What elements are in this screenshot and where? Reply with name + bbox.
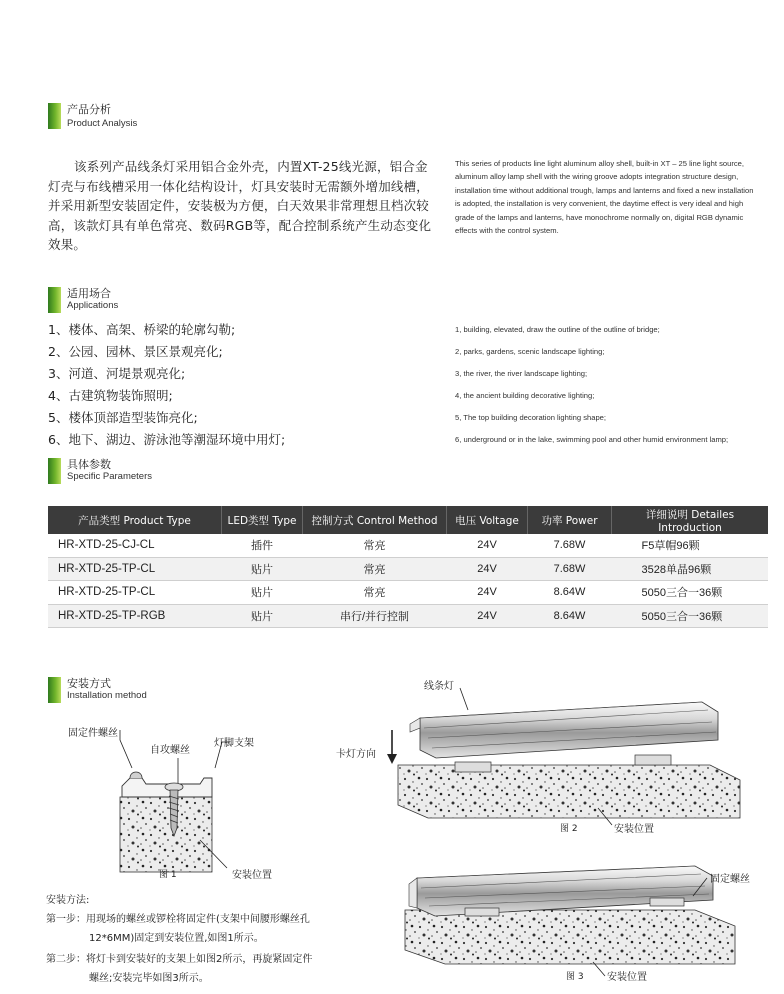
table-row bbox=[48, 557, 768, 581]
application-item-cn: 2、公园、园林、景区景观亮化; bbox=[48, 344, 223, 359]
application-item-cn: 4、古建筑物装饰照明; bbox=[48, 388, 173, 403]
label-install-position: 安装位置 bbox=[614, 824, 654, 835]
application-item-en: 3, the river, the river landscape lighting; bbox=[455, 369, 588, 378]
cell: 串行/并行控制 bbox=[303, 604, 447, 628]
table-row bbox=[48, 534, 768, 557]
cell: 7.68W bbox=[528, 534, 612, 557]
cell: 5050三合一36颗 bbox=[612, 581, 769, 605]
label-install-position: 安装位置 bbox=[232, 870, 272, 881]
application-item-cn: 5、楼体顶部造型装饰亮化; bbox=[48, 410, 198, 425]
col-header: LED类型 Type bbox=[222, 506, 303, 534]
table-row bbox=[48, 581, 768, 605]
application-item-en: 6, underground or in the lake, swimming pool and other humid environment lamp; bbox=[455, 435, 729, 444]
application-item-en: 5, The top building decoration lighting shape; bbox=[455, 413, 606, 422]
cell: 常亮 bbox=[303, 557, 447, 581]
figure-2-caption: 图 2 bbox=[560, 824, 578, 834]
application-item-en: 4, the ancient building decorative lighting; bbox=[455, 391, 595, 400]
section-title-params: 具体参数 bbox=[67, 458, 111, 471]
cell: 24V bbox=[447, 581, 528, 605]
section-title-analysis: 产品分析 bbox=[67, 103, 111, 116]
application-item-cn: 3、河道、河堤景观亮化; bbox=[48, 366, 186, 381]
cell: 插件 bbox=[222, 534, 303, 557]
analysis-text-en: This series of products line light aluminum alloy shell, built-in XT – 25 line light source, aluminum alloy lamp shell with the wiring groove adopts integration structure design, installation time without additional trough, lamps and lanterns and fixed a new installation is adopted, the installation is very convenient, the daytime effect is very ideal and high grade of the lamps and lanterns, have monochrome normally on, digital RGB dynamic effects with the control system. bbox=[455, 159, 754, 236]
col-header: 功率 Power bbox=[528, 506, 612, 534]
col-header: 详细说明 Detailes Introduction bbox=[612, 506, 769, 534]
table-row bbox=[48, 604, 768, 628]
cell: HR-XTD-25-TP-RGB bbox=[48, 604, 222, 628]
analysis-text-cn: 该系列产品线条灯采用铝合金外壳，内置XT-25线光源，铝合金灯壳与布线槽采用一体化结构设计，灯具安装时无需额外增加线槽，并采用新型安装固定件，安装极为方便，白天效果非常理想且档次较高，该款灯具有单色常亮、数码RGB等，配合控制系统产生动态变化效果。 bbox=[48, 159, 432, 252]
section-marker bbox=[48, 103, 61, 129]
cell: 24V bbox=[447, 604, 528, 628]
cell: 3528单晶96颗 bbox=[612, 557, 769, 581]
application-item-cn: 1、楼体、高架、桥梁的轮廓勾勒; bbox=[48, 322, 236, 337]
application-item-en: 2, parks, gardens, scenic landscape lighting; bbox=[455, 347, 605, 356]
label-clip-direction: 卡灯方向 bbox=[336, 749, 376, 760]
cell: 7.68W bbox=[528, 557, 612, 581]
col-header: 产品类型 Product Type bbox=[48, 506, 222, 534]
label-install-position: 安装位置 bbox=[607, 972, 647, 983]
cell: HR-XTD-25-TP-CL bbox=[48, 557, 222, 581]
cell: 贴片 bbox=[222, 604, 303, 628]
method-step-2-cont: 螺丝;安装完毕如图3所示。 bbox=[89, 973, 209, 984]
cell: 24V bbox=[447, 557, 528, 581]
section-marker bbox=[48, 287, 61, 313]
cell: HR-XTD-25-TP-CL bbox=[48, 581, 222, 605]
section-subtitle-install: Installation method bbox=[67, 690, 147, 701]
figure-3-caption: 图 3 bbox=[566, 972, 584, 982]
table-header-row bbox=[48, 506, 768, 534]
section-subtitle-params: Specific Parameters bbox=[67, 471, 153, 482]
method-step-1-cont: 12*6MM)固定到安装位置,如图1所示。 bbox=[89, 933, 264, 944]
col-header: 电压 Voltage bbox=[447, 506, 528, 534]
section-title-applications: 适用场合 bbox=[67, 287, 111, 300]
method-step-1: 第一步：用现场的螺丝或锣栓将固定件(支架中间腰形螺丝孔 bbox=[46, 914, 310, 925]
figure-2-diagram bbox=[380, 680, 760, 840]
cell: 贴片 bbox=[222, 581, 303, 605]
application-item-cn: 6、地下、湖边、游泳池等潮湿环境中用灯; bbox=[48, 432, 286, 447]
cell: 常亮 bbox=[303, 581, 447, 605]
label-tapping-screw: 自攻螺丝 bbox=[150, 745, 190, 756]
cell: 24V bbox=[447, 534, 528, 557]
section-title-install: 安装方式 bbox=[67, 677, 111, 690]
label-line-light: 线条灯 bbox=[424, 681, 454, 692]
method-step-2: 第二步：将灯卡到安装好的支架上如图2所示，再旋紧固定件 bbox=[46, 954, 313, 965]
application-item-en: 1, building, elevated, draw the outline of the outline of bridge; bbox=[455, 325, 660, 334]
section-marker bbox=[48, 677, 61, 703]
cell: 8.64W bbox=[528, 604, 612, 628]
label-fixing-screw: 固定件螺丝 bbox=[68, 728, 118, 739]
col-header: 控制方式 Control Method bbox=[303, 506, 447, 534]
section-subtitle-applications: Applications bbox=[67, 300, 119, 311]
label-foot-bracket: 灯脚支架 bbox=[214, 738, 254, 749]
cell: HR-XTD-25-CJ-CL bbox=[48, 534, 222, 557]
spec-table bbox=[48, 506, 768, 628]
method-title: 安装方法: bbox=[46, 895, 90, 906]
cell: 5050三合一36颗 bbox=[612, 604, 769, 628]
cell: 常亮 bbox=[303, 534, 447, 557]
cell: 8.64W bbox=[528, 581, 612, 605]
section-subtitle-analysis: Product Analysis bbox=[67, 118, 138, 129]
label-fix-screw: 固定螺丝 bbox=[710, 874, 750, 885]
cell: F5草帽96颗 bbox=[612, 534, 769, 557]
section-marker bbox=[48, 458, 61, 484]
figure-1-caption: 图 1 bbox=[159, 870, 177, 880]
figure-3-diagram bbox=[395, 860, 760, 980]
cell: 贴片 bbox=[222, 557, 303, 581]
